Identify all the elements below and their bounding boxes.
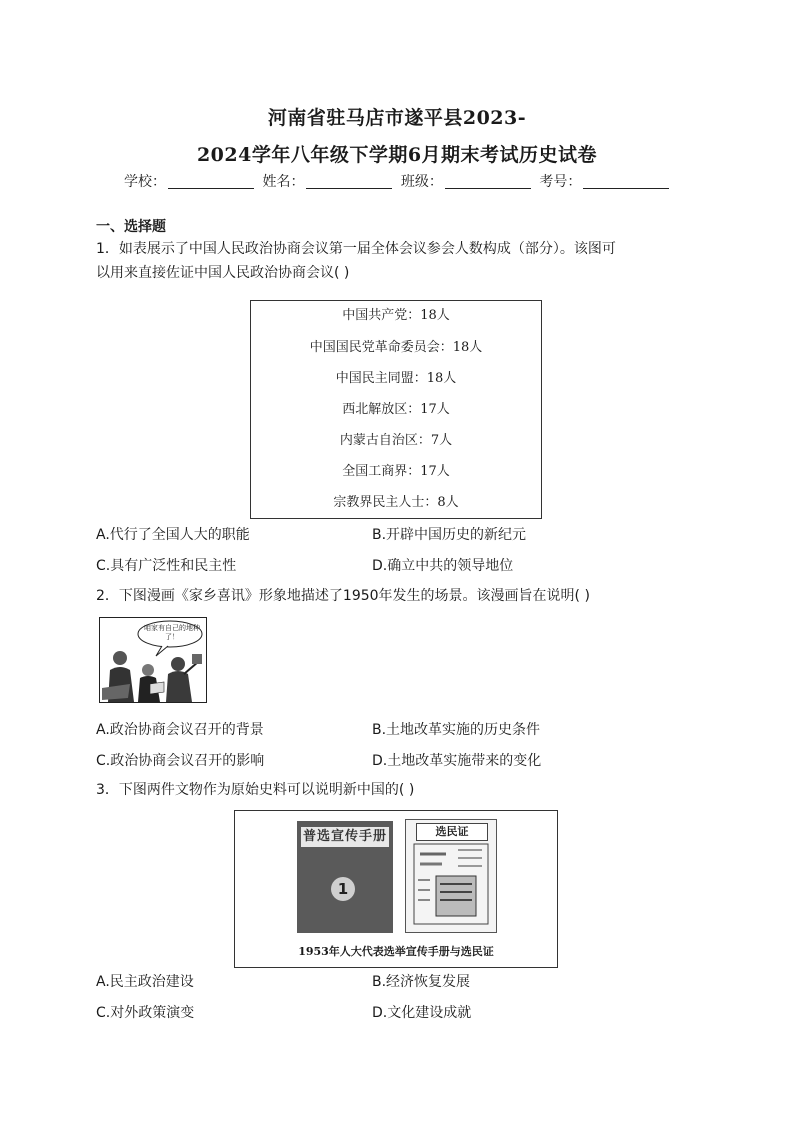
voter-card-title: 选民证 bbox=[416, 823, 488, 841]
q2-option-a[interactable]: A.政治协商会议召开的背景 bbox=[96, 722, 264, 738]
q2-option-c[interactable]: C.政治协商会议召开的影响 bbox=[96, 753, 265, 769]
q2-cartoon bbox=[99, 617, 207, 703]
q1-option-d[interactable]: D.确立中共的领导地位 bbox=[372, 558, 514, 574]
q1-option-b[interactable]: B.开辟中国历史的新纪元 bbox=[372, 527, 527, 543]
q1-table-row: 中国共产党：18人 bbox=[342, 308, 450, 323]
class-blank[interactable] bbox=[445, 174, 531, 189]
student-info-row bbox=[124, 171, 673, 191]
exam-number-label: 考号： bbox=[539, 174, 582, 190]
voter-card-texture bbox=[406, 820, 496, 932]
school-blank[interactable] bbox=[168, 174, 254, 189]
q1-table-row: 内蒙古自治区：7人 bbox=[339, 433, 453, 448]
q3-option-b[interactable]: B.经济恢复发展 bbox=[372, 974, 471, 990]
q3-stem: 3．下图两件文物作为原始史料可以说明新中国的( ) bbox=[96, 782, 415, 798]
q1-option-c[interactable]: C.具有广泛性和民主性 bbox=[96, 558, 237, 574]
q1-table-row: 全国工商界：17人 bbox=[342, 464, 450, 479]
election-booklet bbox=[297, 821, 393, 933]
q1-table-row: 中国民主同盟：18人 bbox=[335, 371, 457, 386]
q2-option-b[interactable]: B.土地改革实施的历史条件 bbox=[372, 722, 541, 738]
q3-option-c[interactable]: C.对外政策演变 bbox=[96, 1005, 195, 1021]
school-label: 学校： bbox=[124, 174, 166, 190]
q1-table-row: 中国国民党革命委员会：18人 bbox=[309, 340, 483, 355]
q3-figure bbox=[234, 810, 558, 968]
q3-option-a[interactable]: A.民主政治建设 bbox=[96, 974, 194, 990]
q1-stem-line2: 以用来直接佐证中国人民政治协商会议( ) bbox=[96, 265, 350, 281]
booklet-title: 普选宣传手册 bbox=[301, 827, 389, 847]
q1-table-row: 宗教界民主人士：8人 bbox=[333, 495, 459, 510]
name-label: 姓名： bbox=[262, 174, 305, 190]
q3-figure-caption: 1953年人大代表选举宣传手册与选民证 bbox=[298, 945, 494, 958]
q2-stem: 2．下图漫画《家乡喜讯》形象地描述了1950年发生的场景。该漫画旨在说明( ) bbox=[96, 588, 590, 604]
q1-table bbox=[250, 300, 542, 519]
exam-number-blank[interactable] bbox=[583, 174, 669, 189]
name-blank[interactable] bbox=[306, 174, 392, 189]
q2-option-d[interactable]: D.土地改革实施带来的变化 bbox=[372, 753, 542, 769]
q3-option-d[interactable]: D.文化建设成就 bbox=[372, 1005, 472, 1021]
q1-option-a[interactable]: A.代行了全国人大的职能 bbox=[96, 527, 250, 543]
exam-title-line2: 2024学年八年级下学期6月期末考试历史试卷 bbox=[196, 144, 598, 166]
exam-title-line1: 河南省驻马店市遂平县2023- bbox=[267, 107, 527, 129]
q1-stem bbox=[96, 237, 706, 285]
booklet-number: 1 bbox=[331, 877, 355, 901]
class-label: 班级： bbox=[400, 174, 443, 190]
section-title: 一、选择题 bbox=[96, 219, 166, 235]
cartoon-speech-text: 咱家有自己的地种了！ bbox=[144, 624, 200, 641]
q1-stem-line1: 1．如表展示了中国人民政治协商会议第一届全体会议参会人数构成（部分）。该图可 bbox=[96, 241, 616, 257]
voter-card bbox=[405, 819, 497, 933]
q1-table-row: 西北解放区：17人 bbox=[342, 402, 450, 417]
